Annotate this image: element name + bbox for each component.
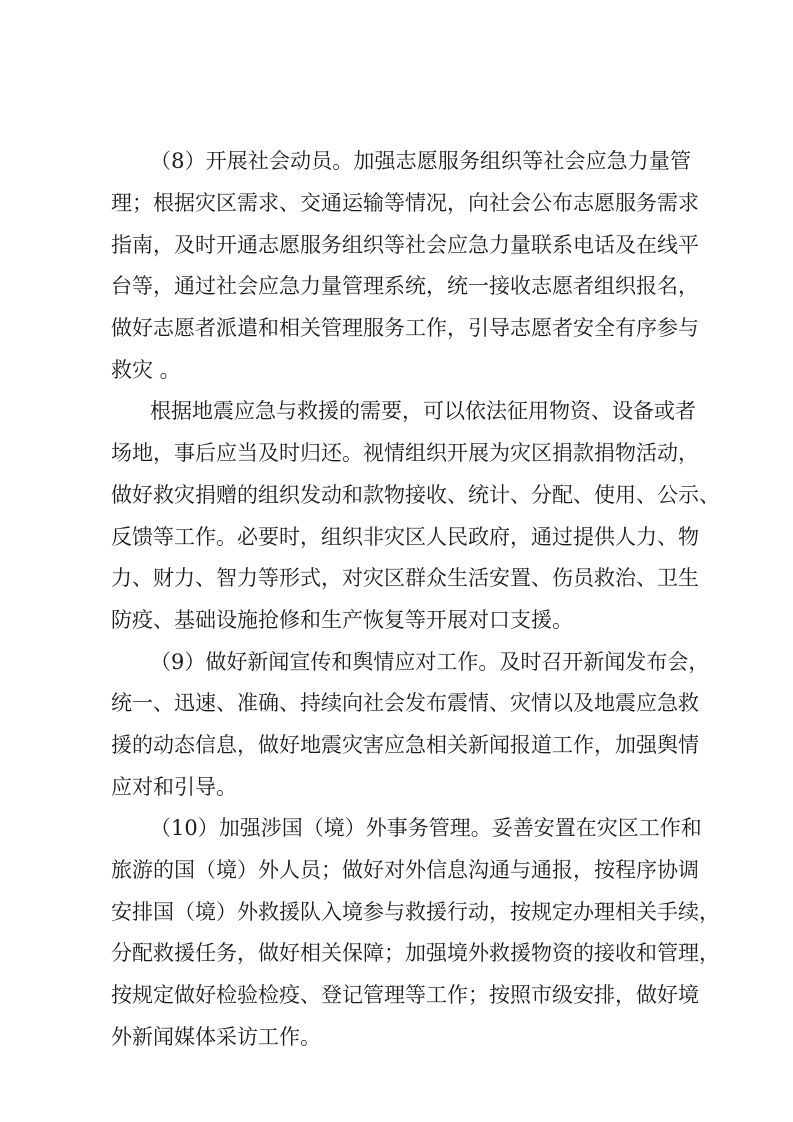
paragraph-10-line-1: （10）加强涉国（境）外事务管理。妥善安置在灾区工作和 — [150, 816, 702, 840]
paragraph-requisition-line-1: 根据地震应急与救援的需要，可以依法征用物资、设备或者 — [150, 399, 696, 423]
paragraph-10-line-2: 旅游的国（境）外人员；做好对外信息沟通与通报，按程序协调 — [111, 858, 699, 882]
paragraph-requisition-line-3: 做好救灾捐赠的组织发动和款物接收、统计、分配、使用、公示、 — [111, 483, 720, 507]
paragraph-requisition-line-6: 防疫、基础设施抢修和生产恢复等开展对口支援。 — [111, 608, 573, 632]
paragraph-10-line-5: 按规定做好检验检疫、登记管理等工作；按照市级安排，做好境 — [111, 983, 699, 1007]
paragraph-10-line-4: 分配救援任务，做好相关保障；加强境外救援物资的接收和管理， — [111, 941, 720, 965]
paragraph-10-line-6: 外新闻媒体采访工作。 — [111, 1025, 321, 1049]
paragraph-9-line-3: 援的动态信息，做好地震灾害应急相关新闻报道工作，加强舆情 — [111, 733, 699, 757]
paragraph-8-line-3: 指南，及时开通志愿服务组织等社会应急力量联系电话及在线平 — [111, 233, 699, 257]
paragraph-10-line-3: 安排国（境）外救援队入境参与救援行动，按规定办理相关手续， — [111, 900, 720, 924]
paragraph-9-line-1: （9）做好新闻宣传和舆情应对工作。及时召开新闻发布会， — [150, 650, 710, 674]
paragraph-requisition-line-2: 场地，事后应当及时归还。视情组织开展为灾区捐款捐物活动， — [111, 441, 699, 465]
paragraph-9-line-4: 应对和引导。 — [111, 775, 237, 799]
paragraph-8-line-6: 救灾 。 — [111, 358, 181, 382]
paragraph-8-line-1: （8）开展社会动员。加强志愿服务组织等社会应急力量管 — [150, 149, 691, 173]
paragraph-8-line-2: 理；根据灾区需求、交通运输等情况，向社会公布志愿服务需求 — [111, 191, 699, 215]
paragraph-8-line-4: 台等，通过社会应急力量管理系统，统一接收志愿者组织报名， — [111, 274, 699, 298]
paragraph-8-line-5: 做好志愿者派遣和相关管理服务工作，引导志愿者安全有序参与 — [111, 316, 699, 340]
paragraph-requisition-line-4: 反馈等工作。必要时，组织非灾区人民政府，通过提供人力、物 — [111, 525, 699, 549]
paragraph-9-line-2: 统一、迅速、准确、持续向社会发布震情、灾情以及地震应急救 — [111, 691, 699, 715]
paragraph-requisition-line-5: 力、财力、智力等形式，对灾区群众生活安置、伤员救治、卫生 — [111, 566, 699, 590]
